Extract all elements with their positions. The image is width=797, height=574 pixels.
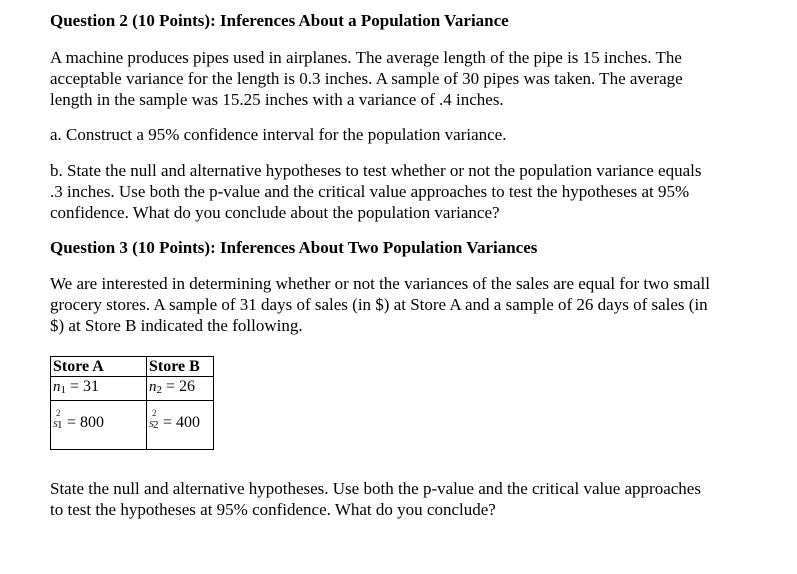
- question-3-closing: [50, 478, 760, 520]
- s-symbol: s: [53, 415, 59, 430]
- subscript: 1: [60, 384, 66, 396]
- variance-a-cell: [51, 401, 147, 450]
- table-row: [51, 377, 214, 401]
- text-line: a. Construct a 95% confidence interval for the population variance.: [50, 125, 507, 144]
- text-line: $) at Store B indicated the following.: [50, 316, 303, 335]
- text-line: to test the hypotheses at 95% confidence. What do you conclude?: [50, 500, 496, 519]
- text-line: length in the sample was 15.25 inches with a variance of .4 inches.: [50, 90, 504, 109]
- n-symbol: n: [53, 379, 61, 395]
- subscript: 1: [57, 419, 63, 431]
- question-2-part-a: [50, 124, 760, 145]
- subscript: 2: [153, 419, 159, 431]
- question-2-intro: [50, 47, 760, 110]
- text-line: A machine produces pipes used in airplanes. The average length of the pipe is 15 inches. The: [50, 48, 682, 67]
- sample-size-b-cell: [147, 377, 214, 401]
- text-line: confidence. What do you conclude about the population variance?: [50, 203, 500, 222]
- table-header-row: [51, 357, 214, 377]
- sample-variance-symbol: [149, 408, 159, 432]
- table-row: [51, 401, 214, 450]
- n-symbol: n: [149, 379, 157, 395]
- sample-size-a-cell: [51, 377, 147, 401]
- variance-b-cell: [147, 401, 214, 450]
- text-line: .3 inches. Use both the p-value and the critical value approaches to test the hypotheses at 95%: [50, 182, 690, 201]
- text-line: grocery stores. A sample of 31 days of sales (in $) at Store A and a sample of 26 days of sales (in: [50, 295, 708, 314]
- variance-a: = 800: [63, 414, 105, 431]
- question-3-intro: [50, 273, 760, 336]
- superscript: 2: [152, 408, 157, 418]
- variance-b: = 400: [159, 414, 201, 431]
- text-line: State the null and alternative hypotheses. Use both the p-value and the critical value approaches: [50, 479, 701, 498]
- superscript: 2: [56, 408, 61, 418]
- text-line: acceptable variance for the length is 0.3 inches. A sample of 30 pipes was taken. The average: [50, 69, 683, 88]
- store-sales-table: [50, 356, 214, 450]
- s-symbol: s: [149, 415, 155, 430]
- text-line: b. State the null and alternative hypotheses to test whether or not the population variance equals: [50, 161, 702, 180]
- text-line: We are interested in determining whether or not the variances of the sales are equal for two small: [50, 274, 710, 293]
- sample-variance-symbol: [53, 408, 63, 432]
- store-a-header: Store A: [51, 357, 147, 377]
- question-3-heading: Question 3 (10 Points): Inferences About Two Population Variances: [50, 238, 538, 257]
- subscript: 2: [156, 384, 162, 396]
- store-b-header: Store B: [147, 357, 214, 377]
- question-2-part-b: [50, 160, 760, 223]
- question-2-heading: Question 2 (10 Points): Inferences About a Population Variance: [50, 11, 509, 30]
- sample-size-b: = 26: [162, 378, 196, 395]
- sample-size-a: = 31: [66, 378, 100, 395]
